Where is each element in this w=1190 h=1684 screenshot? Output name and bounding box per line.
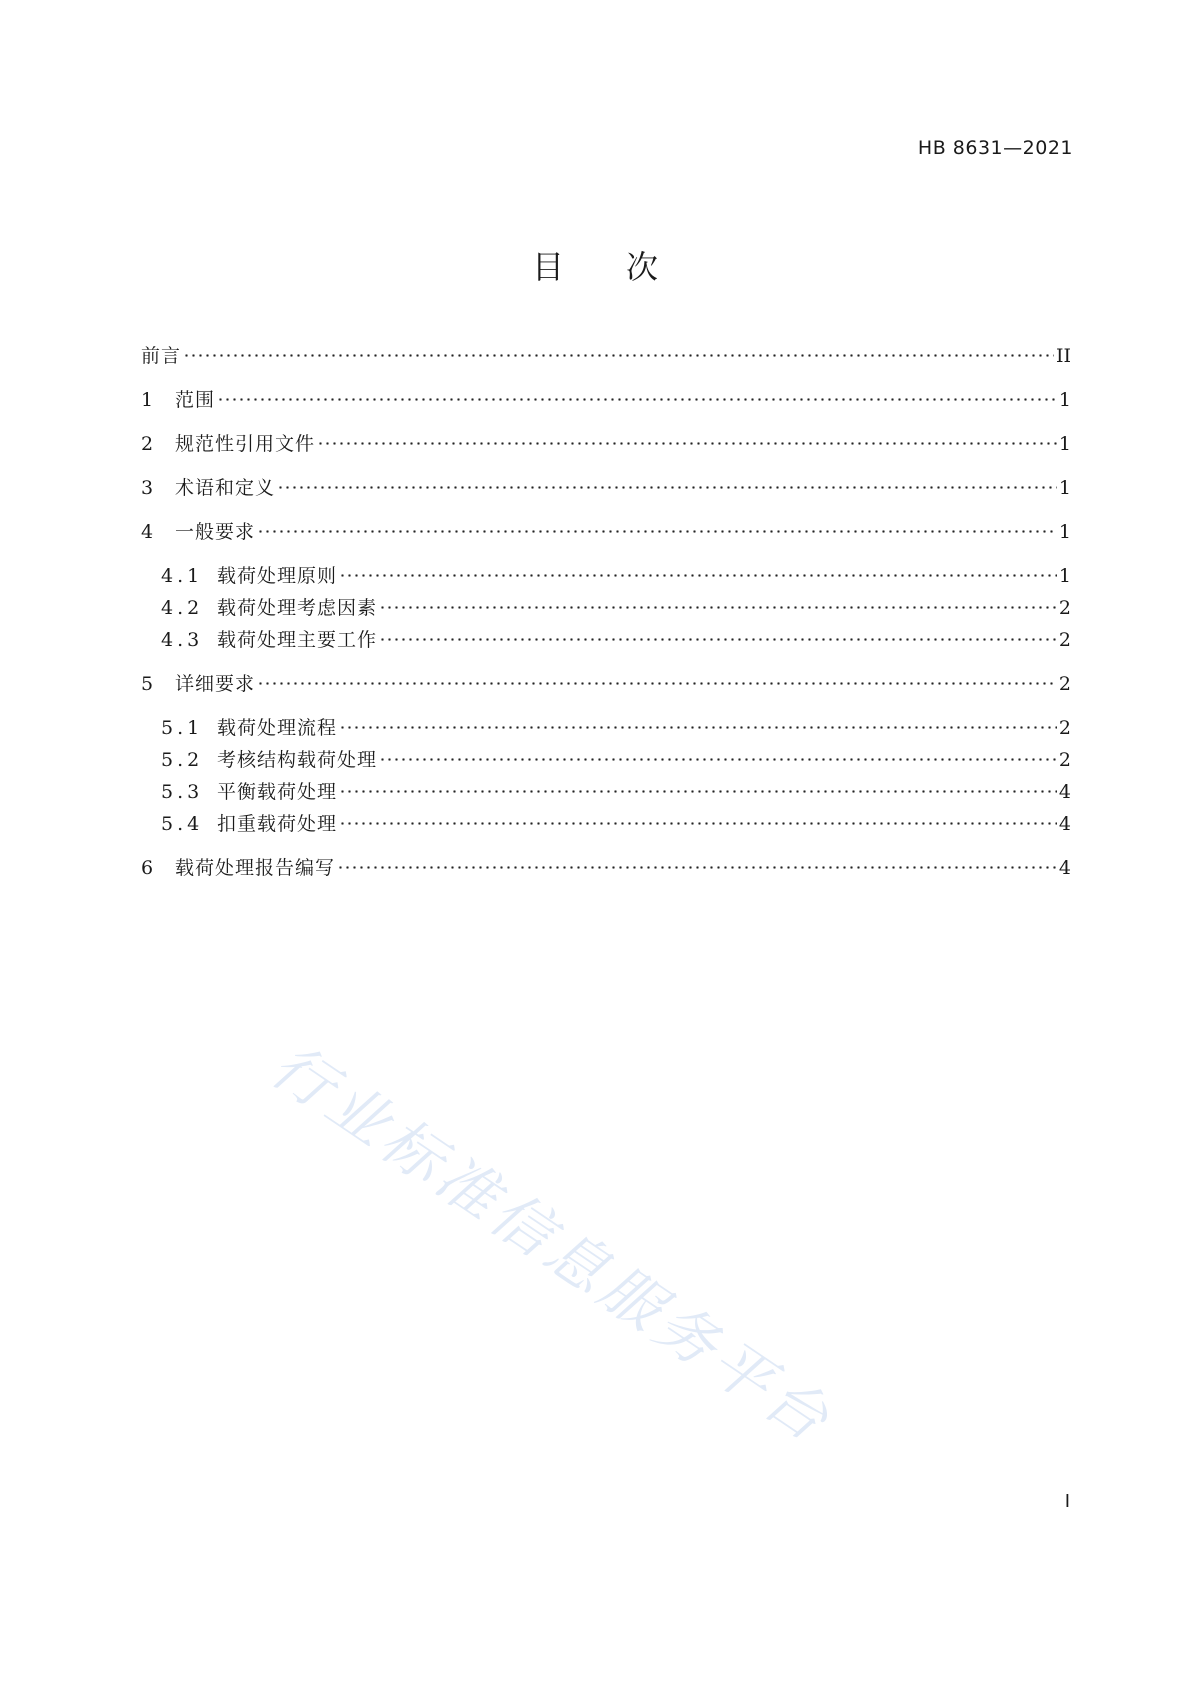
toc-entry-4-3[interactable] [141,624,1071,656]
toc-entry-5[interactable] [141,668,1071,700]
toc-leader-dots [339,726,1057,729]
toc-number: 3 [141,477,158,499]
toc-label: 载荷处理主要工作 [217,629,378,651]
toc-label: 一般要求 [175,521,256,543]
toc-entry-5-3[interactable] [141,776,1071,808]
toc-label: 平衡载荷处理 [217,781,338,803]
toc-entry-1[interactable] [141,384,1071,416]
toc-number: 4.3 [161,629,204,651]
toc-page-number: 4 [1058,781,1071,803]
toc-leader-dots [257,530,1057,533]
toc-page-number: 2 [1058,597,1071,619]
toc-label: 载荷处理考虑因素 [217,597,378,619]
toc-number: 5.3 [161,781,204,803]
toc-page-number: 1 [1058,389,1071,411]
toc-page-number: 1 [1058,565,1071,587]
toc-number: 4 [141,521,158,543]
toc-number: 5.2 [161,749,204,771]
toc-entry-foreword[interactable] [141,340,1071,372]
toc-number: 2 [141,433,158,455]
toc-leader-dots [257,682,1057,685]
toc-number: 5.4 [161,813,204,835]
toc-label: 载荷处理原则 [217,565,338,587]
toc-entry-6[interactable] [141,852,1071,884]
toc-page-number: 4 [1058,857,1071,879]
toc-leader-dots [337,866,1057,869]
toc-page-number: 4 [1058,813,1071,835]
toc-leader-dots [217,398,1057,401]
toc-page-number: 2 [1058,629,1071,651]
toc-leader-dots [339,574,1057,577]
toc-entry-4-1[interactable] [141,560,1071,592]
toc-entry-4-2[interactable] [141,592,1071,624]
toc-label: 范围 [175,389,216,411]
toc-page-number: 2 [1058,717,1071,739]
toc-leader-dots [379,606,1057,609]
toc-entry-4[interactable] [141,516,1071,548]
toc-page-number: 2 [1058,749,1071,771]
toc-leader-dots [277,486,1057,489]
toc-number: 4.2 [161,597,204,619]
toc-entry-5-2[interactable] [141,744,1071,776]
toc-label: 术语和定义 [175,477,276,499]
toc-entry-5-4[interactable] [141,808,1071,840]
title-char-1: 目 [531,248,564,286]
toc-entry-5-1[interactable] [141,712,1071,744]
toc-page-number: 1 [1058,477,1071,499]
toc-number: 6 [141,857,158,879]
toc-label: 前言 [141,345,182,367]
toc-label: 规范性引用文件 [175,433,316,455]
toc-leader-dots [379,638,1057,641]
toc-label: 详细要求 [175,673,256,695]
table-of-contents [141,340,1071,896]
toc-page-number: 2 [1058,673,1071,695]
toc-page-number: 1 [1058,433,1071,455]
toc-leader-dots [379,758,1057,761]
toc-label: 载荷处理流程 [217,717,338,739]
toc-leader-dots [339,822,1057,825]
toc-page-number: II [1055,345,1071,367]
page-number: I [1064,1491,1070,1512]
toc-label: 扣重载荷处理 [217,813,338,835]
watermark: 行业标准信息服务平台 [258,1030,845,1458]
toc-entry-2[interactable] [141,428,1071,460]
toc-label: 考核结构载荷处理 [217,749,378,771]
standard-code: HB 8631—2021 [917,137,1073,159]
toc-number: 4.1 [161,565,204,587]
toc-entry-3[interactable] [141,472,1071,504]
page-title [0,242,1190,288]
toc-number: 1 [141,389,158,411]
toc-page-number: 1 [1058,521,1071,543]
toc-number: 5 [141,673,158,695]
toc-leader-dots [339,790,1057,793]
toc-leader-dots [317,442,1057,445]
toc-label: 载荷处理报告编写 [175,857,336,879]
toc-leader-dots [183,354,1054,357]
title-char-2: 次 [626,248,659,286]
toc-number: 5.1 [161,717,204,739]
